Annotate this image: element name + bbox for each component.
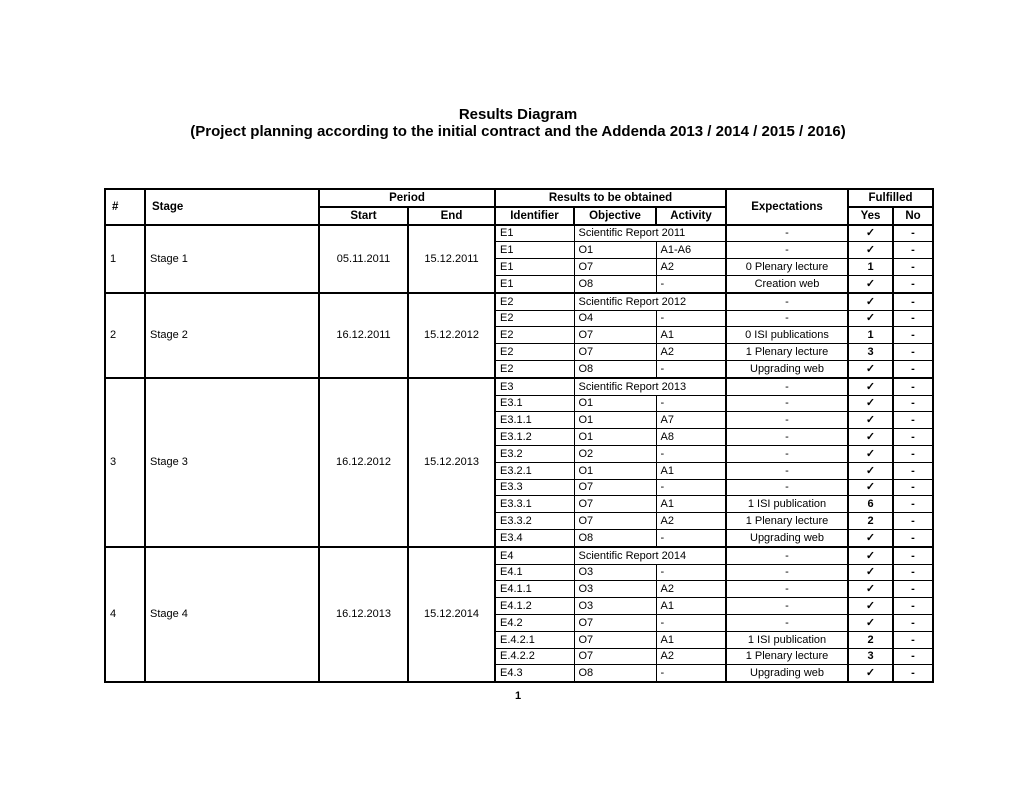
checkmark-icon: ✓	[848, 293, 893, 310]
checkmark-icon: ✓	[848, 242, 893, 259]
result-identifier: E.4.2.1	[495, 631, 574, 648]
result-identifier: E2	[495, 344, 574, 361]
stage-name: Stage 4	[145, 547, 319, 682]
result-report: Scientific Report 2014	[574, 547, 726, 564]
result-identifier: E3.2.1	[495, 462, 574, 479]
fulfilled-no: -	[893, 293, 933, 310]
result-expectations: Upgrading web	[726, 529, 848, 546]
checkmark-icon: ✓	[848, 445, 893, 462]
stage-name: Stage 3	[145, 378, 319, 547]
fulfilled-yes: 3	[848, 648, 893, 665]
result-objective: O4	[574, 310, 656, 327]
result-objective: O8	[574, 360, 656, 377]
result-activity: -	[656, 310, 726, 327]
fulfilled-no: -	[893, 581, 933, 598]
result-objective: O1	[574, 395, 656, 412]
result-expectations: Upgrading web	[726, 360, 848, 377]
result-report: Scientific Report 2013	[574, 378, 726, 395]
result-expectations: -	[726, 581, 848, 598]
result-identifier: E4.2	[495, 614, 574, 631]
checkmark-icon: ✓	[848, 310, 893, 327]
fulfilled-no: -	[893, 275, 933, 292]
fulfilled-yes: 2	[848, 631, 893, 648]
result-objective: O3	[574, 581, 656, 598]
result-expectations: 1 Plenary lecture	[726, 648, 848, 665]
checkmark-icon: ✓	[848, 581, 893, 598]
fulfilled-no: -	[893, 479, 933, 496]
header-objective: Objective	[574, 207, 656, 225]
result-activity: A2	[656, 581, 726, 598]
header-expectations: Expectations	[726, 189, 848, 225]
result-identifier: E3.1.2	[495, 429, 574, 446]
result-expectations: 0 Plenary lecture	[726, 259, 848, 276]
result-expectations: -	[726, 614, 848, 631]
result-objective: O1	[574, 242, 656, 259]
result-expectations: -	[726, 429, 848, 446]
result-activity: A2	[656, 344, 726, 361]
fulfilled-no: -	[893, 327, 933, 344]
checkmark-icon: ✓	[848, 479, 893, 496]
result-objective: O7	[574, 344, 656, 361]
fulfilled-no: -	[893, 360, 933, 377]
header-yes: Yes	[848, 207, 893, 225]
result-activity: -	[656, 529, 726, 546]
fulfilled-no: -	[893, 547, 933, 564]
result-identifier: E1	[495, 225, 574, 242]
result-identifier: E2	[495, 327, 574, 344]
result-activity: -	[656, 564, 726, 581]
fulfilled-no: -	[893, 412, 933, 429]
result-activity: A1	[656, 598, 726, 615]
fulfilled-yes: 2	[848, 513, 893, 530]
checkmark-icon: ✓	[848, 614, 893, 631]
table-row	[105, 547, 933, 564]
result-expectations: 1 ISI publication	[726, 631, 848, 648]
result-identifier: E2	[495, 360, 574, 377]
fulfilled-no: -	[893, 395, 933, 412]
result-activity: A7	[656, 412, 726, 429]
document-title: Results Diagram	[458, 106, 578, 123]
result-activity: -	[656, 445, 726, 462]
checkmark-icon: ✓	[848, 529, 893, 546]
fulfilled-no: -	[893, 429, 933, 446]
result-identifier: E2	[495, 310, 574, 327]
result-activity: -	[656, 360, 726, 377]
stage-start-date: 16.12.2011	[319, 293, 408, 378]
result-objective: O7	[574, 614, 656, 631]
result-objective: O8	[574, 275, 656, 292]
checkmark-icon: ✓	[848, 665, 893, 682]
result-objective: O8	[574, 665, 656, 682]
result-expectations: Creation web	[726, 275, 848, 292]
result-activity: A8	[656, 429, 726, 446]
result-report: Scientific Report 2011	[574, 225, 726, 242]
fulfilled-no: -	[893, 344, 933, 361]
stage-number: 2	[105, 293, 145, 378]
result-activity: -	[656, 275, 726, 292]
header-fulfilled: Fulfilled	[848, 189, 933, 207]
stage-end-date: 15.12.2012	[408, 293, 495, 378]
result-activity: -	[656, 395, 726, 412]
stage-name: Stage 1	[145, 225, 319, 293]
header-num: #	[105, 189, 145, 225]
result-expectations: -	[726, 445, 848, 462]
header-no: No	[893, 207, 933, 225]
fulfilled-no: -	[893, 378, 933, 395]
result-activity: -	[656, 665, 726, 682]
table-row	[105, 225, 933, 242]
fulfilled-no: -	[893, 225, 933, 242]
result-objective: O7	[574, 479, 656, 496]
fulfilled-yes: 6	[848, 496, 893, 513]
result-expectations: -	[726, 293, 848, 310]
header-results: Results to be obtained	[495, 189, 726, 207]
result-identifier: E3	[495, 378, 574, 395]
page-number: 1	[514, 690, 522, 702]
result-expectations: -	[726, 598, 848, 615]
checkmark-icon: ✓	[848, 462, 893, 479]
result-identifier: E4.1	[495, 564, 574, 581]
table-row	[105, 378, 933, 395]
table-body	[105, 225, 933, 683]
stage-number: 4	[105, 547, 145, 682]
fulfilled-no: -	[893, 665, 933, 682]
result-identifier: E2	[495, 293, 574, 310]
result-identifier: E3.4	[495, 529, 574, 546]
result-objective: O7	[574, 631, 656, 648]
result-activity: A1	[656, 327, 726, 344]
result-objective: O3	[574, 564, 656, 581]
stage-number: 3	[105, 378, 145, 547]
result-objective: O7	[574, 496, 656, 513]
checkmark-icon: ✓	[848, 378, 893, 395]
fulfilled-no: -	[893, 598, 933, 615]
result-identifier: E3.1.1	[495, 412, 574, 429]
result-identifier: E3.1	[495, 395, 574, 412]
result-expectations: Upgrading web	[726, 665, 848, 682]
result-expectations: -	[726, 395, 848, 412]
stage-number: 1	[105, 225, 145, 293]
result-expectations: 1 Plenary lecture	[726, 344, 848, 361]
result-identifier: E3.3.1	[495, 496, 574, 513]
stage-name: Stage 2	[145, 293, 319, 378]
result-expectations: -	[726, 242, 848, 259]
result-report: Scientific Report 2012	[574, 293, 726, 310]
fulfilled-yes: 1	[848, 327, 893, 344]
table-row	[105, 293, 933, 310]
result-identifier: E3.3.2	[495, 513, 574, 530]
header-activity: Activity	[656, 207, 726, 225]
result-activity: A1	[656, 462, 726, 479]
stage-start-date: 16.12.2013	[319, 547, 408, 682]
checkmark-icon: ✓	[848, 275, 893, 292]
result-expectations: -	[726, 310, 848, 327]
result-expectations: -	[726, 412, 848, 429]
result-expectations: -	[726, 564, 848, 581]
result-objective: O1	[574, 462, 656, 479]
result-expectations: 1 Plenary lecture	[726, 513, 848, 530]
result-expectations: -	[726, 225, 848, 242]
result-activity: -	[656, 479, 726, 496]
result-activity: A1	[656, 631, 726, 648]
checkmark-icon: ✓	[848, 564, 893, 581]
stage-end-date: 15.12.2013	[408, 378, 495, 547]
result-objective: O7	[574, 648, 656, 665]
result-identifier: E3.2	[495, 445, 574, 462]
result-identifier: E4	[495, 547, 574, 564]
checkmark-icon: ✓	[848, 225, 893, 242]
checkmark-icon: ✓	[848, 547, 893, 564]
fulfilled-no: -	[893, 259, 933, 276]
result-objective: O7	[574, 513, 656, 530]
document-subtitle: (Project planning according to the initial contract and the Addenda 2013 / 2014 / 2015 / 2016)	[190, 123, 846, 140]
fulfilled-no: -	[893, 529, 933, 546]
result-identifier: E1	[495, 242, 574, 259]
result-expectations: -	[726, 479, 848, 496]
result-identifier: E4.1.1	[495, 581, 574, 598]
fulfilled-no: -	[893, 614, 933, 631]
stage-end-date: 15.12.2014	[408, 547, 495, 682]
result-objective: O7	[574, 327, 656, 344]
result-expectations: -	[726, 547, 848, 564]
stage-end-date: 15.12.2011	[408, 225, 495, 293]
header-end: End	[408, 207, 495, 225]
fulfilled-no: -	[893, 631, 933, 648]
fulfilled-yes: 3	[848, 344, 893, 361]
result-identifier: E3.3	[495, 479, 574, 496]
fulfilled-no: -	[893, 513, 933, 530]
fulfilled-no: -	[893, 564, 933, 581]
result-objective: O2	[574, 445, 656, 462]
checkmark-icon: ✓	[848, 429, 893, 446]
result-activity: A1	[656, 496, 726, 513]
checkmark-icon: ✓	[848, 360, 893, 377]
fulfilled-no: -	[893, 496, 933, 513]
header-start: Start	[319, 207, 408, 225]
stage-start-date: 16.12.2012	[319, 378, 408, 547]
result-objective: O1	[574, 429, 656, 446]
checkmark-icon: ✓	[848, 412, 893, 429]
result-objective: O1	[574, 412, 656, 429]
fulfilled-no: -	[893, 310, 933, 327]
fulfilled-no: -	[893, 462, 933, 479]
header-stage: Stage	[145, 189, 319, 225]
fulfilled-yes: 1	[848, 259, 893, 276]
result-expectations: 1 ISI publication	[726, 496, 848, 513]
result-activity: -	[656, 614, 726, 631]
result-expectations: -	[726, 378, 848, 395]
result-objective: O7	[574, 259, 656, 276]
fulfilled-no: -	[893, 445, 933, 462]
header-period: Period	[319, 189, 495, 207]
result-expectations: 0 ISI publications	[726, 327, 848, 344]
stage-start-date: 05.11.2011	[319, 225, 408, 293]
result-identifier: E.4.2.2	[495, 648, 574, 665]
fulfilled-no: -	[893, 648, 933, 665]
result-activity: A2	[656, 513, 726, 530]
results-table	[104, 188, 934, 683]
header-identifier: Identifier	[495, 207, 574, 225]
result-identifier: E1	[495, 275, 574, 292]
checkmark-icon: ✓	[848, 598, 893, 615]
result-activity: A2	[656, 648, 726, 665]
fulfilled-no: -	[893, 242, 933, 259]
result-activity: A1-A6	[656, 242, 726, 259]
result-expectations: -	[726, 462, 848, 479]
result-identifier: E4.3	[495, 665, 574, 682]
result-identifier: E4.1.2	[495, 598, 574, 615]
checkmark-icon: ✓	[848, 395, 893, 412]
result-identifier: E1	[495, 259, 574, 276]
result-objective: O3	[574, 598, 656, 615]
result-objective: O8	[574, 529, 656, 546]
result-activity: A2	[656, 259, 726, 276]
